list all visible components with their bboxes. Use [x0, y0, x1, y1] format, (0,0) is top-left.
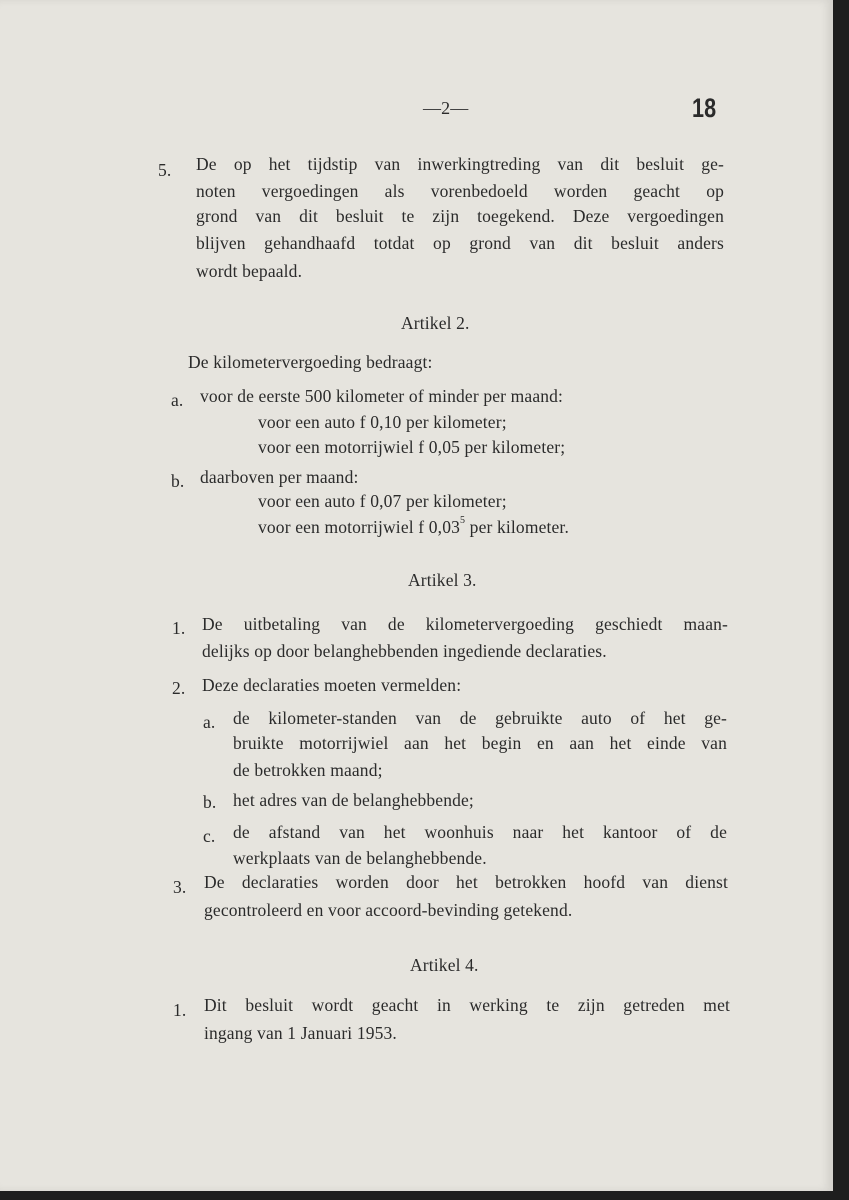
- artikel-2-b-line-2-sup: 5: [460, 515, 466, 526]
- artikel-3-item-2-c-label: c.: [203, 826, 216, 846]
- artikel-3-item-2-a-line-2: bruikte motorrijwiel aan het begin en aan het einde van: [233, 733, 727, 753]
- artikel-2-b-line-2: [258, 517, 569, 538]
- para5-line-2: noten vergoedingen als vorenbedoeld worden geacht op: [196, 181, 724, 201]
- para5-number: 5.: [158, 160, 172, 180]
- artikel-4-heading: Artikel 4.: [410, 955, 479, 975]
- artikel-4-item-1-line-2: ingang van 1 Januari 1953.: [204, 1023, 397, 1043]
- artikel-3-item-2-c-line-1: de afstand van het woonhuis naar het kantoor of de: [233, 822, 727, 842]
- artikel-2-b-label: b.: [171, 471, 185, 491]
- artikel-3-item-2-number: 2.: [172, 678, 186, 698]
- artikel-2-b-line-1: voor een auto f 0,07 per kilometer;: [258, 491, 507, 511]
- artikel-3-item-1-number: 1.: [172, 618, 186, 638]
- artikel-2-b-text: daarboven per maand:: [200, 467, 359, 487]
- para5-line-3: grond van dit besluit te zijn toegekend. Deze vergoedingen: [196, 206, 724, 226]
- para5-line-4: blijven gehandhaafd totdat op grond van dit besluit anders: [196, 233, 724, 253]
- artikel-2-b-line-2-pre: voor een motorrijwiel f 0,03: [258, 517, 460, 537]
- artikel-4-item-1-line-1: Dit besluit wordt geacht in werking te zijn getreden met: [204, 995, 730, 1015]
- artikel-3-item-2-c-line-2: werkplaats van de belanghebbende.: [233, 848, 487, 868]
- artikel-3-item-3-line-1: De declaraties worden door het betrokken hoofd van dienst: [204, 872, 728, 892]
- artikel-3-item-1-line-2: delijks op door belanghebbenden ingediende declaraties.: [202, 641, 607, 661]
- artikel-3-item-2-b-label: b.: [203, 792, 217, 812]
- artikel-3-item-2-text: Deze declaraties moeten vermelden:: [202, 675, 462, 695]
- para5-line-5: wordt bepaald.: [196, 261, 303, 281]
- artikel-2-a-text: voor de eerste 500 kilometer of minder per maand:: [200, 386, 564, 406]
- artikel-3-heading: Artikel 3.: [408, 570, 477, 590]
- artikel-2-intro: De kilometervergoeding bedraagt:: [188, 352, 433, 372]
- para5-line-1: De op het tijdstip van inwerkingtreding van dit besluit ge-: [196, 154, 724, 174]
- artikel-3-item-2-b-text: het adres van de belanghebbende;: [233, 790, 474, 810]
- artikel-3-item-1-line-1: De uitbetaling van de kilometervergoeding geschiedt maan-: [202, 614, 728, 634]
- artikel-4-item-1-number: 1.: [173, 1000, 187, 1020]
- artikel-2-a-line-2: voor een motorrijwiel f 0,05 per kilometer;: [258, 437, 566, 457]
- scan-edge-right: [833, 0, 849, 1200]
- artikel-2-b-line-2-post: per kilometer.: [465, 517, 569, 537]
- artikel-3-item-2-a-label: a.: [203, 712, 216, 732]
- scan-edge-bottom: [0, 1191, 849, 1200]
- page-number: 18: [692, 93, 717, 123]
- artikel-2-a-line-1: voor een auto f 0,10 per kilometer;: [258, 412, 507, 432]
- artikel-3-item-3-number: 3.: [173, 877, 187, 897]
- artikel-3-item-2-a-line-1: de kilometer-standen van de gebruikte auto of het ge-: [233, 708, 727, 728]
- artikel-2-heading: Artikel 2.: [401, 313, 470, 333]
- page-marker: —2—: [423, 98, 469, 118]
- artikel-3-item-3-line-2: gecontroleerd en voor accoord-bevinding getekend.: [204, 900, 573, 920]
- artikel-3-item-2-a-line-3: de betrokken maand;: [233, 760, 383, 780]
- artikel-2-a-label: a.: [171, 390, 184, 410]
